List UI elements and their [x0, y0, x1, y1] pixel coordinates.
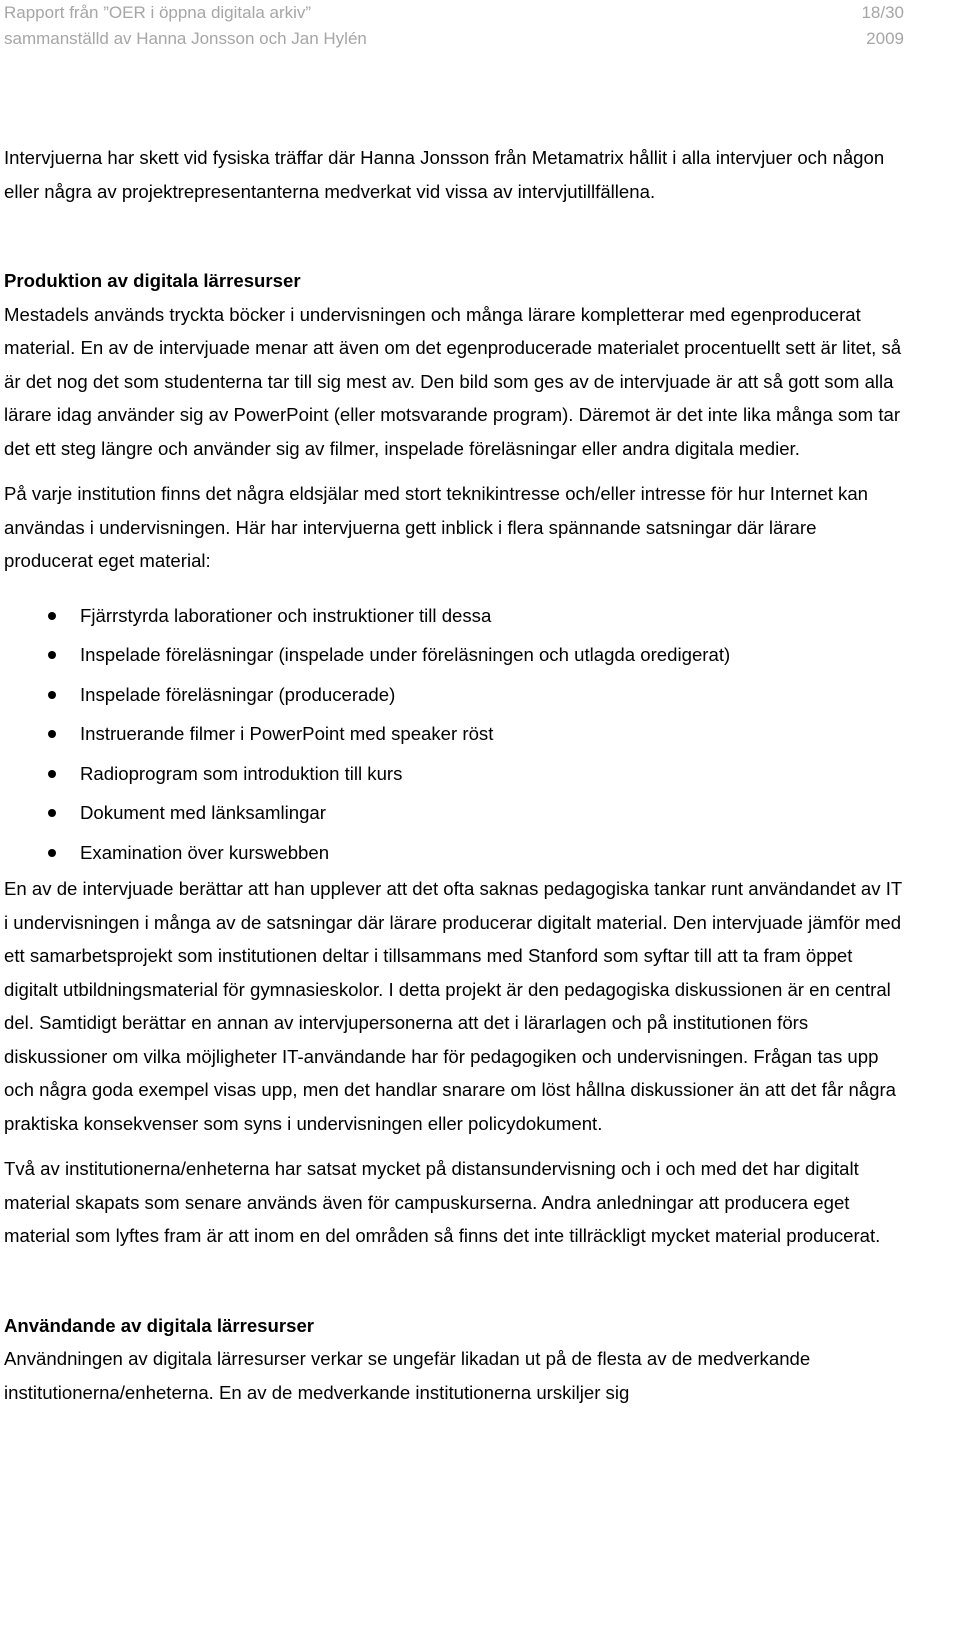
section-heading-produktion: Produktion av digitala lärresurser: [4, 270, 301, 291]
bullet-icon: [48, 770, 56, 778]
list-item-text: Examination över kurswebben: [80, 841, 330, 863]
spacer: [4, 1140, 906, 1152]
list-item-text: Inspelade föreläsningar (producerade): [80, 683, 396, 705]
page-header: [4, 0, 904, 52]
header-row-1: [4, 0, 904, 26]
section1-paragraph-3: En av de intervjuade berättar att han upplever att det ofta saknas pedagogiska tankar runt användandet av IT i undervisningen i många av de satsningar där lärare producerar digitalt material. Den intervjuade jämför med ett samarbetsprojekt som institutionen deltar i tillsammans med Stanford som syftar till att ta fram öppet digitalt utbildningsmaterial för gymnasieskolor. I detta projekt är den pedagogiska diskussionen är en central del. Samtidigt berättar en annan av intervjupersonerna att det i lärarlagen och på institutionen förs diskussioner om vilka möjligheter IT-användande har för pedagogiken och undervisningen. Frågan tas upp och några goda exempel visas upp, men det handlar snarare om löst hållna diskussioner än att det får några praktiska konsekvenser som syns i undervisningen eller policydokument.: [4, 878, 902, 1134]
list-item: [4, 635, 906, 675]
spacer: [4, 208, 906, 264]
intro-paragraph: Intervjuerna har skett vid fysiska träffar där Hanna Jonsson från Metamatrix hållit i alla intervjuer och någon eller några av projektrepresentanterna medverkat vid vissa av intervjutillfällena.: [4, 147, 885, 202]
bullet-icon: [48, 730, 56, 738]
spacer: [4, 578, 906, 596]
list-item-text: Inspelade föreläsningar (inspelade under föreläsningen och utlagda oredigerat): [80, 644, 731, 665]
bullet-icon: [48, 809, 56, 817]
spacer: [4, 1253, 906, 1309]
section-heading-anvandande: Användande av digitala lärresurser: [4, 1314, 315, 1336]
list-item: [4, 754, 906, 794]
header-page-number: 18/30: [861, 3, 904, 22]
list-item-text: Fjärrstyrda laborationer och instruktioner till dessa: [80, 604, 492, 626]
section1-paragraph-1: Mestadels används tryckta böcker i undervisningen och många lärare kompletterar med egenproducerat material. En av de intervjuade menar att även om det egenproducerade materialet procentuellt sett är litet, så är det nog det som studenterna tar till sig mest av. Den bild som ges av de intervjuade är att så gott som alla lärare idag använder sig av PowerPoint (eller motsvarande program). Däremot är det inte lika många som tar det ett steg längre och använder sig av filmer, inspelade föreläsningar eller andra digitala medier.: [4, 303, 902, 459]
section1-paragraph-2: På varje institution finns det några eldsjälar med stort teknikintresse och/eller intresse för hur Internet kan användas i undervisningen. Här har intervjuerna gett inblick i flera spännande satsningar där lärare producerat eget material:: [4, 483, 869, 571]
list-item: [4, 675, 906, 715]
list-item-text: Instruerande filmer i PowerPoint med speaker röst: [80, 723, 494, 744]
document-body: [4, 141, 906, 1409]
spacer: [4, 465, 906, 477]
section2-paragraph-1: Användningen av digitala lärresurser verkar se ungefär likadan ut på de flesta av de medverkande institutionerna/enheterna. En av de medverkande institutionerna urskiljer sig: [4, 1348, 811, 1403]
bullet-icon: [48, 691, 56, 699]
bullet-icon: [48, 849, 56, 857]
list-item: [4, 833, 906, 873]
list-item: [4, 596, 906, 636]
material-bullet-list: [4, 596, 906, 873]
bullet-icon: [48, 612, 56, 620]
list-item-text: Radioprogram som introduktion till kurs: [80, 762, 403, 784]
list-item: [4, 714, 906, 754]
list-item-text: Dokument med länksamlingar: [80, 802, 326, 823]
header-report-title: Rapport från ”OER i öppna digitala arkiv”: [4, 3, 312, 22]
list-item: [4, 793, 906, 833]
bullet-icon: [48, 651, 56, 659]
section1-paragraph-4: Två av institutionerna/enheterna har satsat mycket på distansundervisning och i och med det har digitalt material skapats som senare används även för campuskurserna. Andra anledningar att producera eget material som lyftes fram är att inom en del områden så finns det inte tillräckligt mycket material producerat.: [4, 1158, 881, 1246]
header-row-2: [4, 26, 904, 52]
header-authors: sammanställd av Hanna Jonsson och Jan Hylén: [4, 29, 367, 48]
header-year: 2009: [866, 29, 904, 48]
